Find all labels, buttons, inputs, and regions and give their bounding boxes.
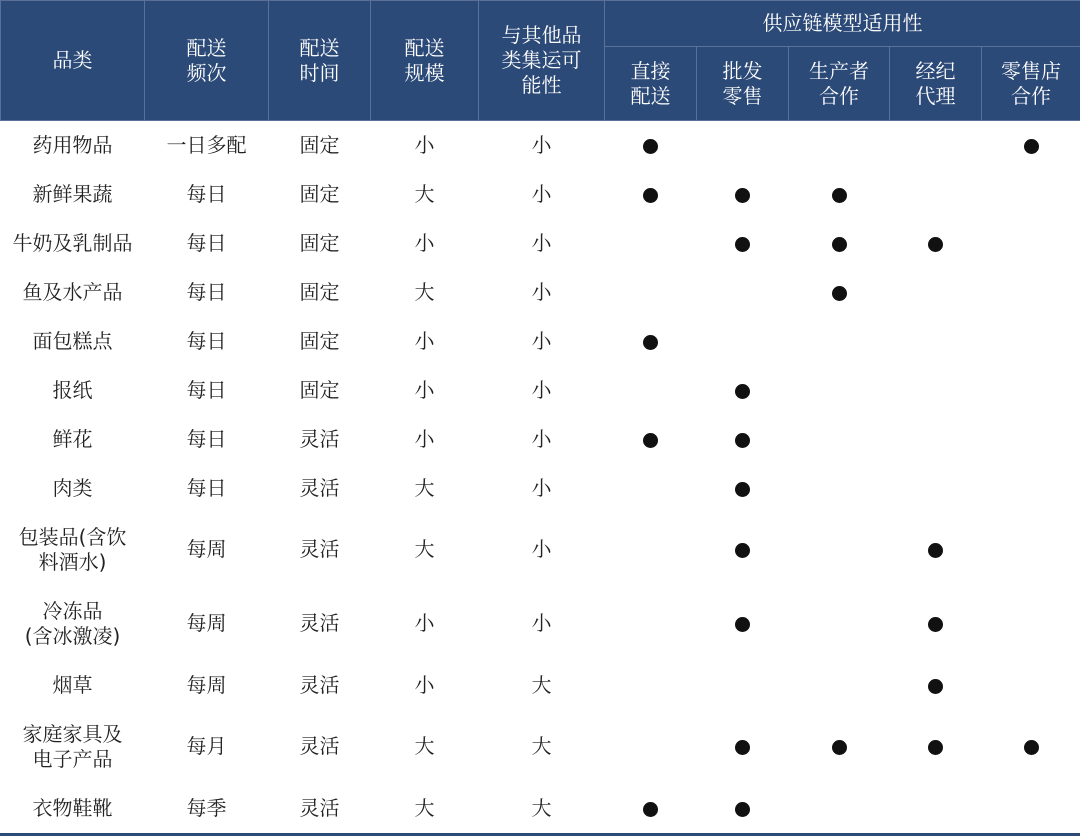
cell-model <box>789 661 890 710</box>
cell-frequency: 每日 <box>186 279 227 304</box>
dot-icon <box>643 802 658 817</box>
header-model-group: 供应链模型适用性 <box>605 1 1080 47</box>
cell-model <box>890 366 982 415</box>
cell-model <box>890 661 982 710</box>
header-category: 品类 <box>1 1 145 121</box>
cell-model <box>789 219 890 268</box>
cell-model <box>890 317 982 366</box>
cell-frequency: 每日 <box>186 475 227 500</box>
cell-time: 灵活 <box>299 672 340 697</box>
cell-model <box>890 587 982 661</box>
dot-icon <box>928 740 943 755</box>
cell-model <box>789 268 890 317</box>
cell-scale: 小 <box>414 230 435 255</box>
cell-model <box>605 121 697 170</box>
cell-model <box>982 219 1080 268</box>
cell-time: 固定 <box>299 181 340 206</box>
cell-time: 灵活 <box>299 611 340 635</box>
dot-icon <box>735 188 750 203</box>
cell-category: 鱼及水产品 <box>22 279 123 304</box>
table-row <box>1 170 1080 219</box>
dot-icon <box>735 482 750 497</box>
cell-model <box>890 710 982 784</box>
cell-consolidation: 小 <box>531 230 552 255</box>
cell-model <box>697 784 789 833</box>
cell-time: 灵活 <box>299 795 340 820</box>
table-row <box>1 464 1080 513</box>
cell-category: 衣物鞋靴 <box>32 795 113 820</box>
table-row <box>1 513 1080 587</box>
cell-consolidation: 小 <box>531 132 552 157</box>
dot-icon <box>643 433 658 448</box>
dot-icon <box>928 617 943 632</box>
cell-time: 固定 <box>299 328 340 353</box>
cell-model <box>605 317 697 366</box>
cell-scale: 大 <box>414 734 435 758</box>
table-row <box>1 121 1080 170</box>
dot-icon <box>735 802 750 817</box>
cell-model <box>697 366 789 415</box>
cell-scale: 小 <box>414 426 435 451</box>
cell-model <box>982 121 1080 170</box>
cell-scale: 大 <box>414 475 435 500</box>
cell-scale: 大 <box>414 795 435 820</box>
cell-time: 固定 <box>299 230 340 255</box>
cell-model <box>982 170 1080 219</box>
cell-model <box>697 415 789 464</box>
cell-model <box>982 587 1080 661</box>
cell-scale: 小 <box>414 377 435 402</box>
cell-category: 烟草 <box>52 672 93 697</box>
cell-model <box>605 268 697 317</box>
cell-model <box>605 784 697 833</box>
cell-scale: 小 <box>414 132 435 157</box>
cell-model <box>890 170 982 219</box>
cell-model <box>697 121 789 170</box>
header-model-retail: 零售店 合作 <box>982 47 1080 121</box>
cell-category: 药用物品 <box>32 132 113 157</box>
cell-model <box>890 415 982 464</box>
cell-consolidation: 大 <box>531 672 552 697</box>
cell-scale: 大 <box>414 181 435 206</box>
header-time: 配送 时间 <box>269 1 371 121</box>
cell-category: 报纸 <box>52 377 93 402</box>
dot-icon <box>735 384 750 399</box>
cell-time: 灵活 <box>299 475 340 500</box>
dot-icon <box>735 617 750 632</box>
header-model-wholesale: 批发 零售 <box>697 47 789 121</box>
cell-category: 鲜花 <box>52 426 93 451</box>
cell-time: 灵活 <box>299 734 340 758</box>
cell-consolidation: 小 <box>531 426 552 451</box>
table-row <box>1 219 1080 268</box>
cell-category: 家庭家具及 电子产品 <box>22 721 123 771</box>
cell-model <box>982 268 1080 317</box>
cell-scale: 小 <box>414 611 435 635</box>
cell-model <box>789 784 890 833</box>
cell-model <box>697 268 789 317</box>
cell-model <box>697 513 789 587</box>
cell-model <box>789 366 890 415</box>
cell-frequency: 每月 <box>186 734 227 758</box>
table-row <box>1 366 1080 415</box>
cell-model <box>605 513 697 587</box>
header-model-direct: 直接 配送 <box>605 47 697 121</box>
cell-frequency: 每日 <box>186 377 227 402</box>
cell-model <box>982 784 1080 833</box>
cell-model <box>789 710 890 784</box>
cell-model <box>605 661 697 710</box>
cell-time: 固定 <box>299 132 340 157</box>
dot-icon <box>735 543 750 558</box>
cell-model <box>697 219 789 268</box>
cell-model <box>605 366 697 415</box>
dot-icon <box>735 237 750 252</box>
cell-model <box>605 170 697 219</box>
cell-model <box>789 415 890 464</box>
dot-icon <box>928 237 943 252</box>
cell-model <box>890 219 982 268</box>
dot-icon <box>832 286 847 301</box>
cell-model <box>789 464 890 513</box>
cell-model <box>982 464 1080 513</box>
cell-model <box>697 587 789 661</box>
header-model-producer: 生产者 合作 <box>789 47 890 121</box>
cell-frequency: 每周 <box>186 537 227 561</box>
dot-icon <box>928 543 943 558</box>
cell-time: 固定 <box>299 377 340 402</box>
cell-model <box>697 317 789 366</box>
cell-frequency: 每周 <box>186 611 227 635</box>
cell-frequency: 每周 <box>186 672 227 697</box>
cell-scale: 大 <box>414 279 435 304</box>
table-row <box>1 710 1080 784</box>
cell-model <box>789 170 890 219</box>
cell-model <box>982 661 1080 710</box>
cell-category: 包装品(含饮 料酒水) <box>18 524 127 574</box>
cell-model <box>605 464 697 513</box>
cell-time: 灵活 <box>299 537 340 561</box>
cell-model <box>890 513 982 587</box>
cell-model <box>697 464 789 513</box>
cell-frequency: 每日 <box>186 230 227 255</box>
cell-category: 肉类 <box>52 475 93 500</box>
cell-model <box>789 513 890 587</box>
cell-model <box>789 317 890 366</box>
cell-model <box>982 317 1080 366</box>
cell-model <box>789 121 890 170</box>
cell-category: 面包糕点 <box>32 328 113 353</box>
cell-frequency: 一日多配 <box>166 132 247 157</box>
table-row <box>1 415 1080 464</box>
table-row <box>1 587 1080 661</box>
table-row <box>1 268 1080 317</box>
cell-consolidation: 小 <box>531 328 552 353</box>
cell-model <box>890 784 982 833</box>
cell-consolidation: 小 <box>531 611 552 635</box>
dot-icon <box>735 740 750 755</box>
cell-model <box>697 710 789 784</box>
cell-frequency: 每季 <box>186 795 227 820</box>
cell-consolidation: 小 <box>531 279 552 304</box>
cell-category: 冷冻品 (含冰激凌) <box>24 598 121 648</box>
table-row <box>1 317 1080 366</box>
dot-icon <box>832 237 847 252</box>
cell-consolidation: 大 <box>531 734 552 758</box>
cell-model <box>789 587 890 661</box>
dot-icon <box>928 679 943 694</box>
cell-model <box>605 219 697 268</box>
cell-consolidation: 小 <box>531 181 552 206</box>
dot-icon <box>735 433 750 448</box>
header-frequency: 配送 频次 <box>145 1 269 121</box>
table-row <box>1 661 1080 710</box>
cell-model <box>697 170 789 219</box>
cell-model <box>605 415 697 464</box>
bottom-bar <box>0 833 1080 836</box>
cell-time: 固定 <box>299 279 340 304</box>
dot-icon <box>643 188 658 203</box>
dot-icon <box>1024 139 1039 154</box>
header-consolidation: 与其他品 类集运可 能性 <box>479 1 605 121</box>
table-body <box>1 121 1080 833</box>
cell-model <box>982 415 1080 464</box>
cell-model <box>605 710 697 784</box>
cell-consolidation: 小 <box>531 377 552 402</box>
cell-model <box>982 710 1080 784</box>
cell-consolidation: 小 <box>531 537 552 561</box>
cell-model <box>605 587 697 661</box>
cell-model <box>890 121 982 170</box>
dot-icon <box>1024 740 1039 755</box>
cell-model <box>697 661 789 710</box>
cell-model <box>982 366 1080 415</box>
cell-frequency: 每日 <box>186 426 227 451</box>
dot-icon <box>643 139 658 154</box>
header-model-broker: 经纪 代理 <box>890 47 982 121</box>
cell-category: 新鲜果蔬 <box>32 181 113 206</box>
dot-icon <box>643 335 658 350</box>
cell-category: 牛奶及乳制品 <box>12 230 133 255</box>
cell-frequency: 每日 <box>186 181 227 206</box>
cell-consolidation: 大 <box>531 795 552 820</box>
cell-frequency: 每日 <box>186 328 227 353</box>
cell-consolidation: 小 <box>531 475 552 500</box>
cell-scale: 小 <box>414 672 435 697</box>
cell-model <box>890 464 982 513</box>
cell-scale: 小 <box>414 328 435 353</box>
table-row <box>1 784 1080 833</box>
cell-model <box>890 268 982 317</box>
cell-time: 灵活 <box>299 426 340 451</box>
cell-scale: 大 <box>414 537 435 561</box>
header-scale: 配送 规模 <box>371 1 479 121</box>
dot-icon <box>832 740 847 755</box>
dot-icon <box>832 188 847 203</box>
cell-model <box>982 513 1080 587</box>
